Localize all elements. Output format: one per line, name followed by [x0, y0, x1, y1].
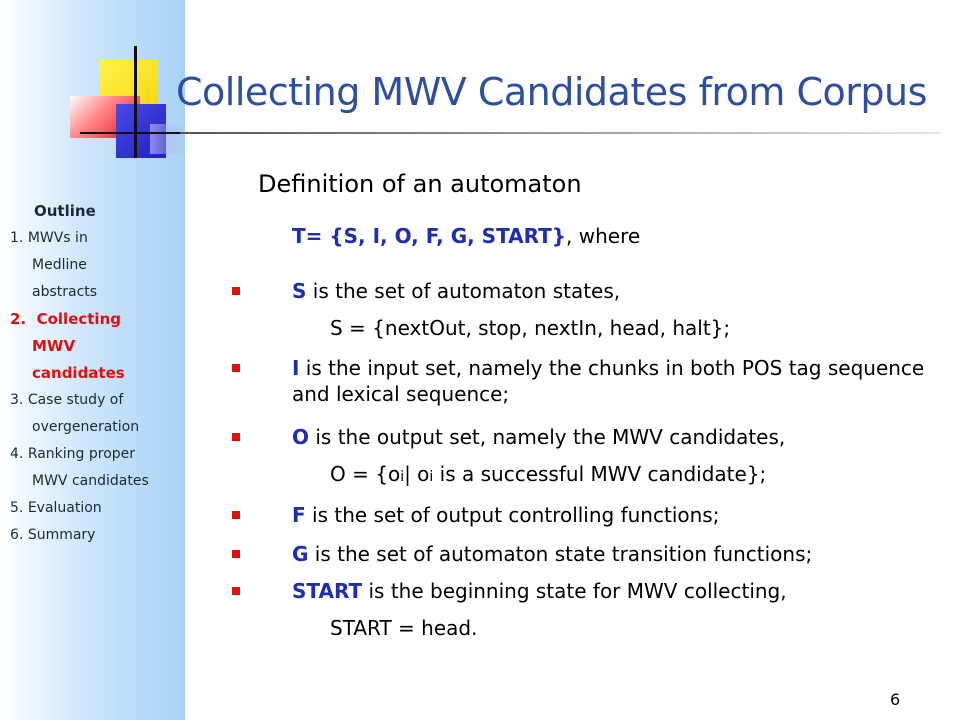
page-number: 6: [890, 690, 901, 709]
outline-item-5[interactable]: 5. Evaluation: [10, 500, 102, 516]
states-set: S = {nextOut, stop, nextIn, head, halt};: [330, 316, 731, 340]
bullet-marker: [232, 287, 240, 295]
bullet-marker: [232, 511, 240, 519]
outline-item-1-cont: abstracts: [32, 284, 98, 300]
outline-item-2-cont: MWV: [32, 337, 76, 355]
outline-item-3[interactable]: 3. Case study of: [10, 392, 124, 408]
decorative-vertical-line: [134, 46, 137, 158]
outline-item-3-cont: overgeneration: [32, 419, 140, 435]
title-underline: [180, 132, 940, 134]
outline-item-1[interactable]: 1. MWVs in: [10, 230, 88, 246]
outline-item-4-cont: MWV candidates: [32, 473, 149, 489]
start-value: START = head.: [330, 616, 478, 640]
outline-item-4[interactable]: 4. Ranking proper: [10, 446, 136, 462]
slide-title: Collecting MWV Candidates from Corpus: [176, 70, 927, 114]
bullet-marker: [232, 364, 240, 372]
definition-formula: T= {S, I, O, F, G, START}: [292, 224, 567, 248]
outline-item-1-cont: Medline: [32, 257, 87, 273]
outline-heading: Outline: [34, 202, 96, 220]
definition-line: [292, 224, 640, 248]
decorative-fade-square: [150, 124, 190, 154]
content-heading: Definition of an automaton: [258, 170, 582, 198]
bullet-marker: [232, 587, 240, 595]
outline-item-2-cont: candidates: [32, 364, 125, 382]
outline-panel: [10, 198, 185, 549]
definition-suffix: , where: [566, 224, 641, 248]
bullet-marker: [232, 433, 240, 441]
bullet-marker: [232, 550, 240, 558]
outline-item-6[interactable]: 6. Summary: [10, 527, 96, 543]
output-set: O = {oi| oi is a successful MWV candidate};: [330, 462, 767, 486]
outline-item-2-active[interactable]: 2. Collecting: [10, 310, 121, 328]
decorative-horizontal-line: [80, 132, 182, 134]
